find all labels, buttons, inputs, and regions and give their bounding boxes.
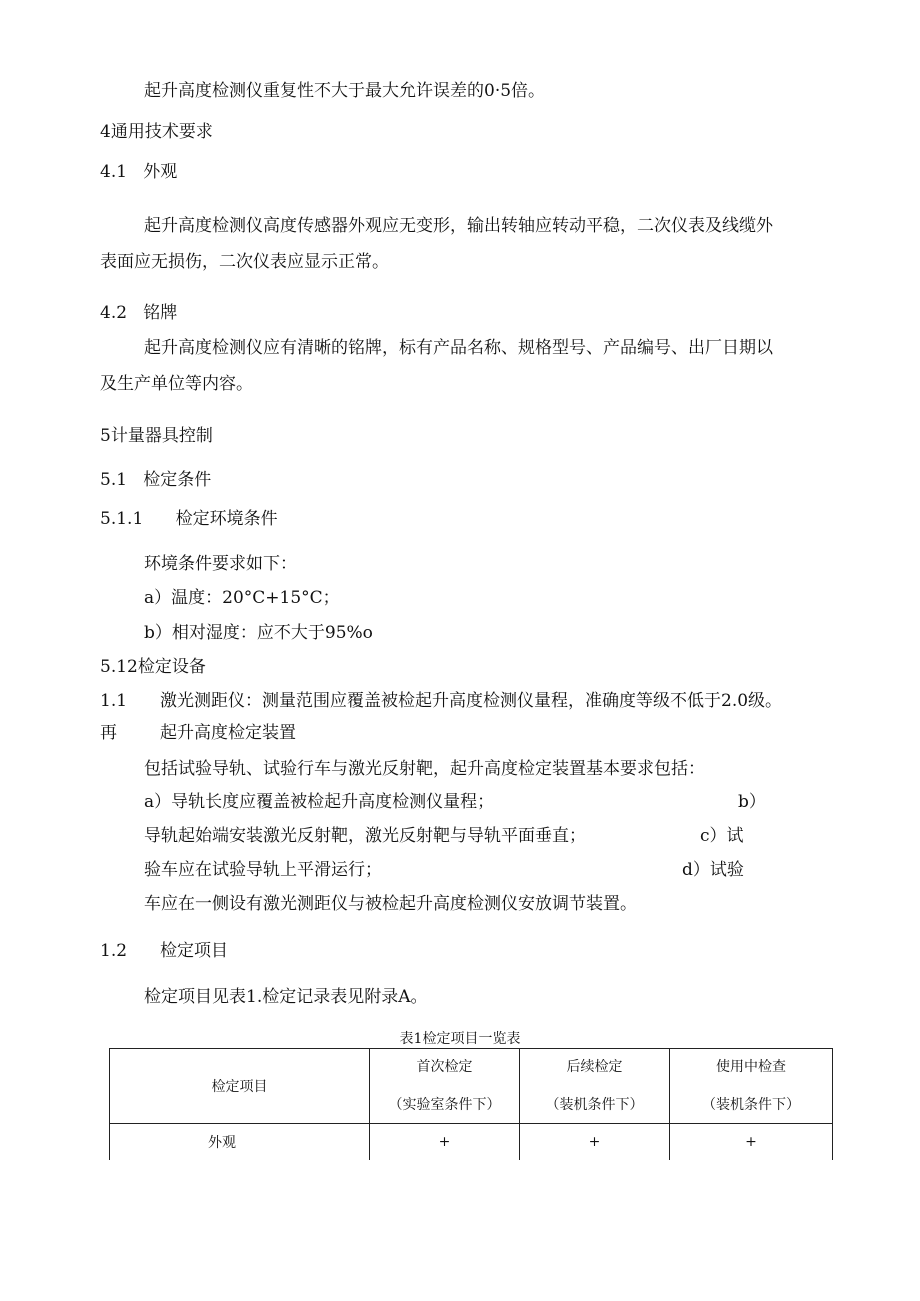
section-heading-5: 5计量器具控制 bbox=[100, 426, 213, 446]
table-cell: 外观 bbox=[110, 1124, 370, 1160]
list-item: a）温度：20°C+15°C； bbox=[144, 588, 340, 608]
table-cell: + bbox=[670, 1124, 833, 1160]
table-row bbox=[110, 1124, 833, 1160]
header-label: 后续检定 bbox=[566, 1059, 623, 1075]
section-heading-5-1-1: 5.1.1 检定环境条件 bbox=[100, 509, 278, 529]
header-cell bbox=[670, 1049, 833, 1124]
header-sublabel: （装机条件下） bbox=[545, 1097, 644, 1113]
list-item: 车应在一侧设有激光测距仪与被检起升高度检测仪安放调节装置。 bbox=[144, 894, 637, 914]
text-line: 检定项目 bbox=[160, 941, 228, 961]
text-line: 起升高度检测仪重复性不大于最大允许误差的0·5倍。 bbox=[144, 81, 546, 101]
header-label: 检定项目 bbox=[211, 1079, 268, 1095]
paragraph-line: 及生产单位等内容。 bbox=[100, 374, 253, 394]
list-item: 验车应在试验导轨上平滑运行； bbox=[144, 860, 382, 880]
item-number: 再 bbox=[100, 723, 117, 743]
paragraph-line: 起升高度检测仪高度传感器外观应无变形，输出转轴应转动平稳，二次仪表及线缆外 bbox=[144, 216, 773, 236]
list-item-marker: d）试验 bbox=[682, 860, 744, 880]
paragraph-line: 起升高度检测仪应有清晰的铭牌，标有产品名称、规格型号、产品编号、出厂日期以 bbox=[144, 338, 773, 358]
header-sublabel: （实验室条件下） bbox=[388, 1097, 501, 1113]
table-caption: 表1检定项目一览表 bbox=[399, 1031, 521, 1047]
table-header-row bbox=[110, 1049, 833, 1124]
item-number: 1.2 bbox=[100, 941, 128, 961]
list-item: a）导轨长度应覆盖被检起升高度检测仪量程； bbox=[144, 792, 495, 812]
text-line: 起升高度检定装置 bbox=[160, 723, 296, 743]
section-heading-5-1-2: 5.12检定设备 bbox=[100, 657, 206, 677]
header-label: 使用中检查 bbox=[716, 1059, 786, 1075]
section-heading-4-2: 4.2 铭牌 bbox=[100, 303, 178, 323]
text-line: 检定项目见表1.检定记录表见附录A。 bbox=[144, 987, 428, 1007]
header-cell bbox=[370, 1049, 520, 1124]
paragraph-line: 表面应无损伤，二次仪表应显示正常。 bbox=[100, 252, 389, 272]
list-item: b）相对湿度：应不大于95%o bbox=[144, 623, 373, 643]
inspection-items-table bbox=[109, 1048, 833, 1160]
text-line: 环境条件要求如下： bbox=[144, 554, 297, 574]
table-cell: + bbox=[370, 1124, 520, 1160]
header-cell bbox=[520, 1049, 670, 1124]
section-heading-4: 4通用技术要求 bbox=[100, 122, 213, 142]
text-line: 激光测距仪：测量范围应覆盖被检起升高度检测仪量程，准确度等级不低于2.0级。 bbox=[160, 691, 783, 711]
item-number: 1.1 bbox=[100, 691, 128, 711]
text-line: 包括试验导轨、试验行车与激光反射靶，起升高度检定装置基本要求包括： bbox=[144, 759, 705, 779]
list-item-marker: b） bbox=[738, 792, 766, 812]
section-heading-5-1: 5.1 检定条件 bbox=[100, 470, 212, 490]
section-heading-4-1: 4.1 外观 bbox=[100, 162, 178, 182]
header-cell bbox=[110, 1049, 370, 1124]
list-item: 导轨起始端安装激光反射靶，激光反射靶与导轨平面垂直； bbox=[144, 826, 586, 846]
header-label: 首次检定 bbox=[416, 1059, 473, 1075]
table-cell: + bbox=[520, 1124, 670, 1160]
header-sublabel: （装机条件下） bbox=[702, 1097, 800, 1113]
list-item-marker: c）试 bbox=[700, 826, 744, 846]
